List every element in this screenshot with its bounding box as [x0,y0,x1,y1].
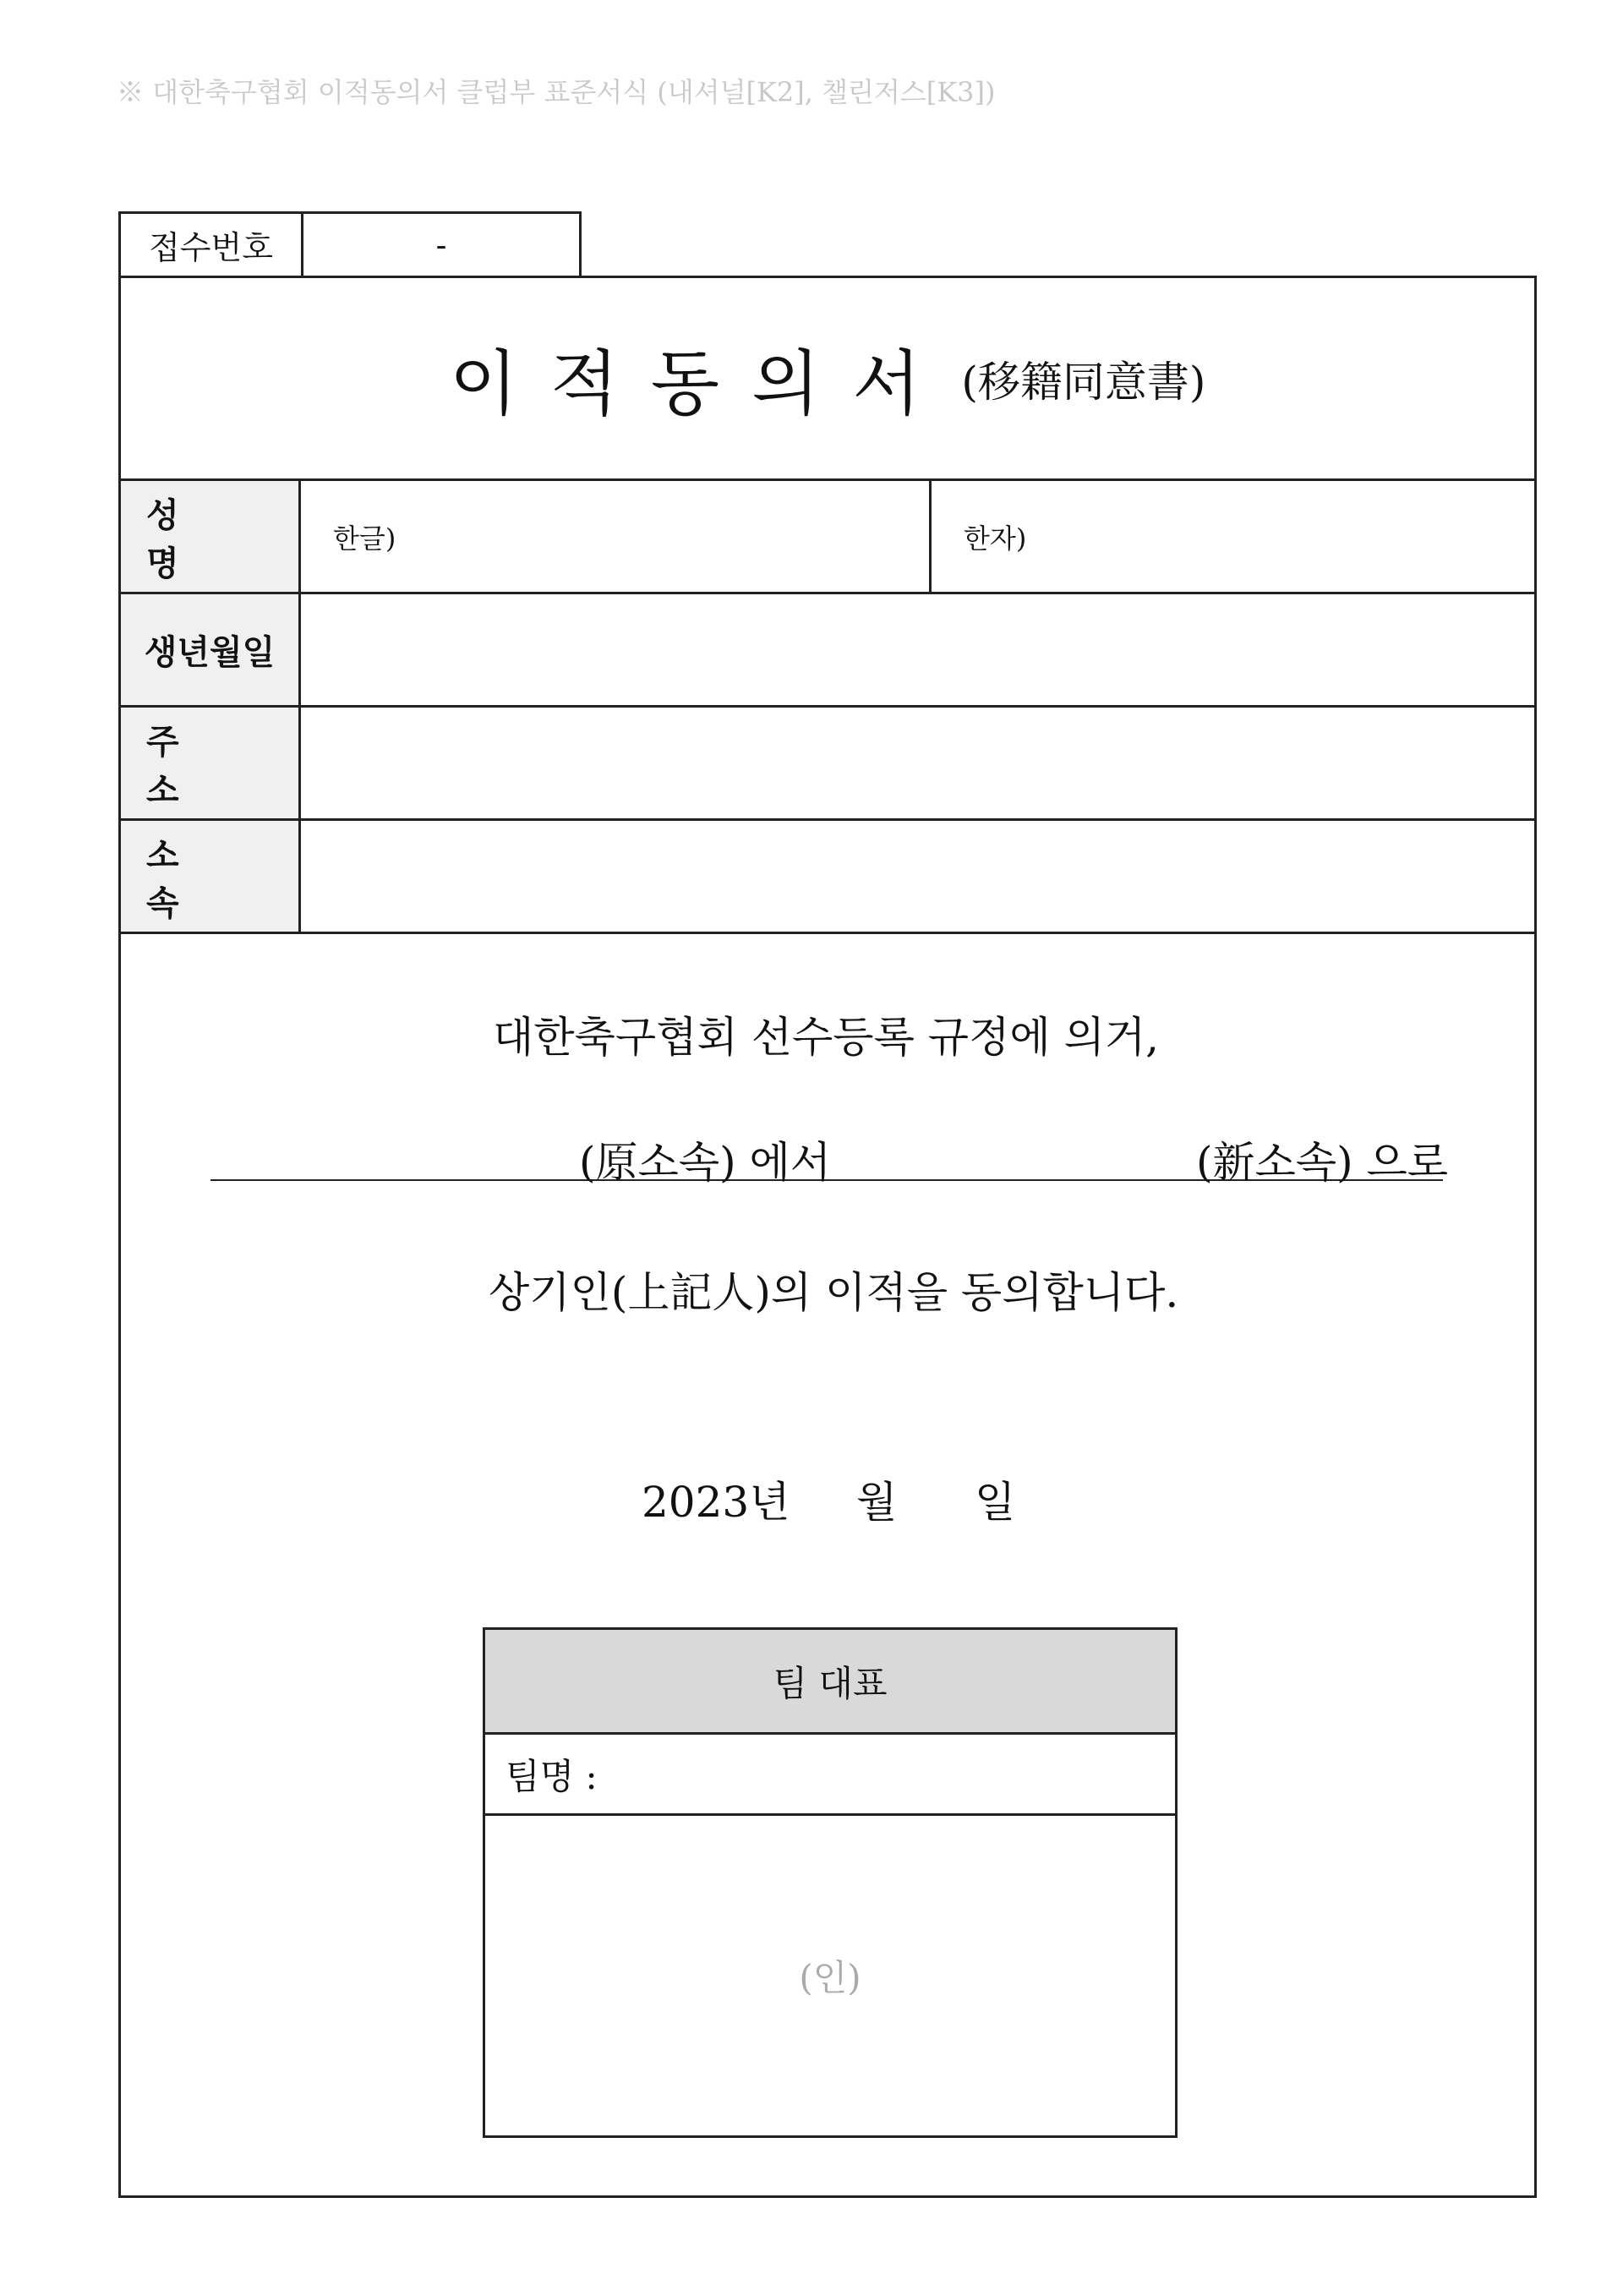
title-row [121,278,1534,481]
team-representative-header: 팀 대표 [485,1630,1175,1735]
birth-field[interactable] [301,594,1534,705]
name-korean-field[interactable] [301,481,932,592]
team-name-label: 팀명 : [505,1755,598,1797]
team-representative-box [483,1627,1178,2138]
new-club-label: (新소속) 으로 [1196,1138,1449,1187]
receipt-number-label: 접수번호 [121,214,303,276]
affiliation-row [121,821,1534,934]
statement-line-3: 상기인(上記人)의 이적을 동의합니다. [489,1268,1179,1317]
original-club-label: (原소속) 에서 [579,1138,832,1187]
form-title-hanja: (移籍同意書) [961,357,1206,407]
address-row [121,708,1534,821]
receipt-number-box [118,211,582,276]
birth-row [121,594,1534,708]
statement-line-1: 대한축구협회 선수등록 규정에 의거, [493,1013,1160,1062]
date-day: 일 [975,1478,1016,1527]
affiliation-field[interactable] [301,821,1534,932]
consent-form-frame [118,276,1537,2198]
affiliation-label: 소 속 [121,821,301,932]
address-field[interactable] [301,708,1534,818]
form-title: 이적동의서 [449,342,954,425]
team-name-field[interactable] [485,1735,1175,1816]
form-header-note: ※ 대한축구협회 이적동의서 클럽부 표준서식 (내셔널[K2], 챌린저스[K3]) [117,76,996,108]
name-hanja-field[interactable] [932,481,1534,592]
birth-label: 생년월일 [121,594,301,705]
name-korean-prefix: 한글) [333,522,396,555]
name-row [121,481,1534,594]
address-label: 주 소 [121,708,301,818]
receipt-number-value[interactable]: - [435,226,447,264]
name-label: 성 명 [121,481,301,592]
seal-area[interactable] [485,1816,1175,2135]
date-month: 월 [856,1478,898,1527]
date-year: 2023년 [642,1478,790,1527]
seal-mark: (인) [799,1957,861,1998]
name-hanja-prefix: 한자) [964,522,1027,555]
